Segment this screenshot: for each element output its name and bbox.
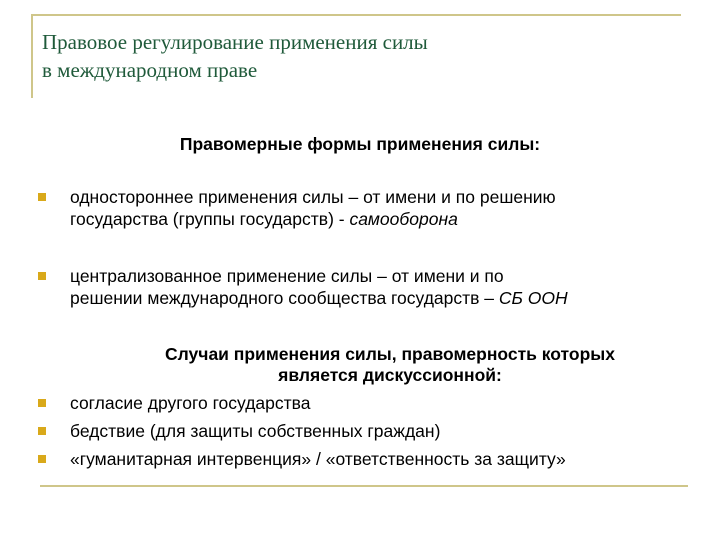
square-bullet-icon [38,399,46,407]
list-item-text: «гуманитарная интервенция» / «ответственность за защиту» [70,449,566,469]
slide-title [42,28,662,84]
list-item-line: централизованное применение силы – от имени и по [70,266,504,286]
square-bullet-icon [38,427,46,435]
list-item-text [70,186,700,230]
list-item-emphasis: СБ ООН [498,288,568,308]
list-item-emphasis: самооборона [349,209,458,229]
slide-title-line-2: в международном праве [42,58,258,82]
list-item-line [70,287,700,309]
square-bullet-icon [38,272,46,280]
list-item-line [70,208,700,230]
heading-lawful-forms: Правомерные формы применения силы: [179,134,541,154]
top-horizontal-rule [31,14,681,16]
square-bullet-icon [38,455,46,463]
heading-disputed-cases [60,344,720,386]
list-item-line-text: решении международного сообщества государств – [70,288,499,308]
list-item-text [70,265,700,309]
heading-line: является дискуссионной: [278,365,502,385]
bottom-horizontal-rule [40,485,688,487]
list-item-text: согласие другого государства [70,393,311,413]
heading-line: Случаи применения силы, правомерность которых [165,344,615,364]
square-bullet-icon [38,193,46,201]
list-item-line-text: государства (группы государств) - [70,209,350,229]
list-item-text: бедствие (для защиты собственных граждан) [70,421,441,441]
list-item-line: одностороннее применения силы – от имени и по решению [70,187,556,207]
slide-title-line-1: Правовое регулирование применения силы [42,30,428,54]
left-vertical-rule [31,14,33,98]
